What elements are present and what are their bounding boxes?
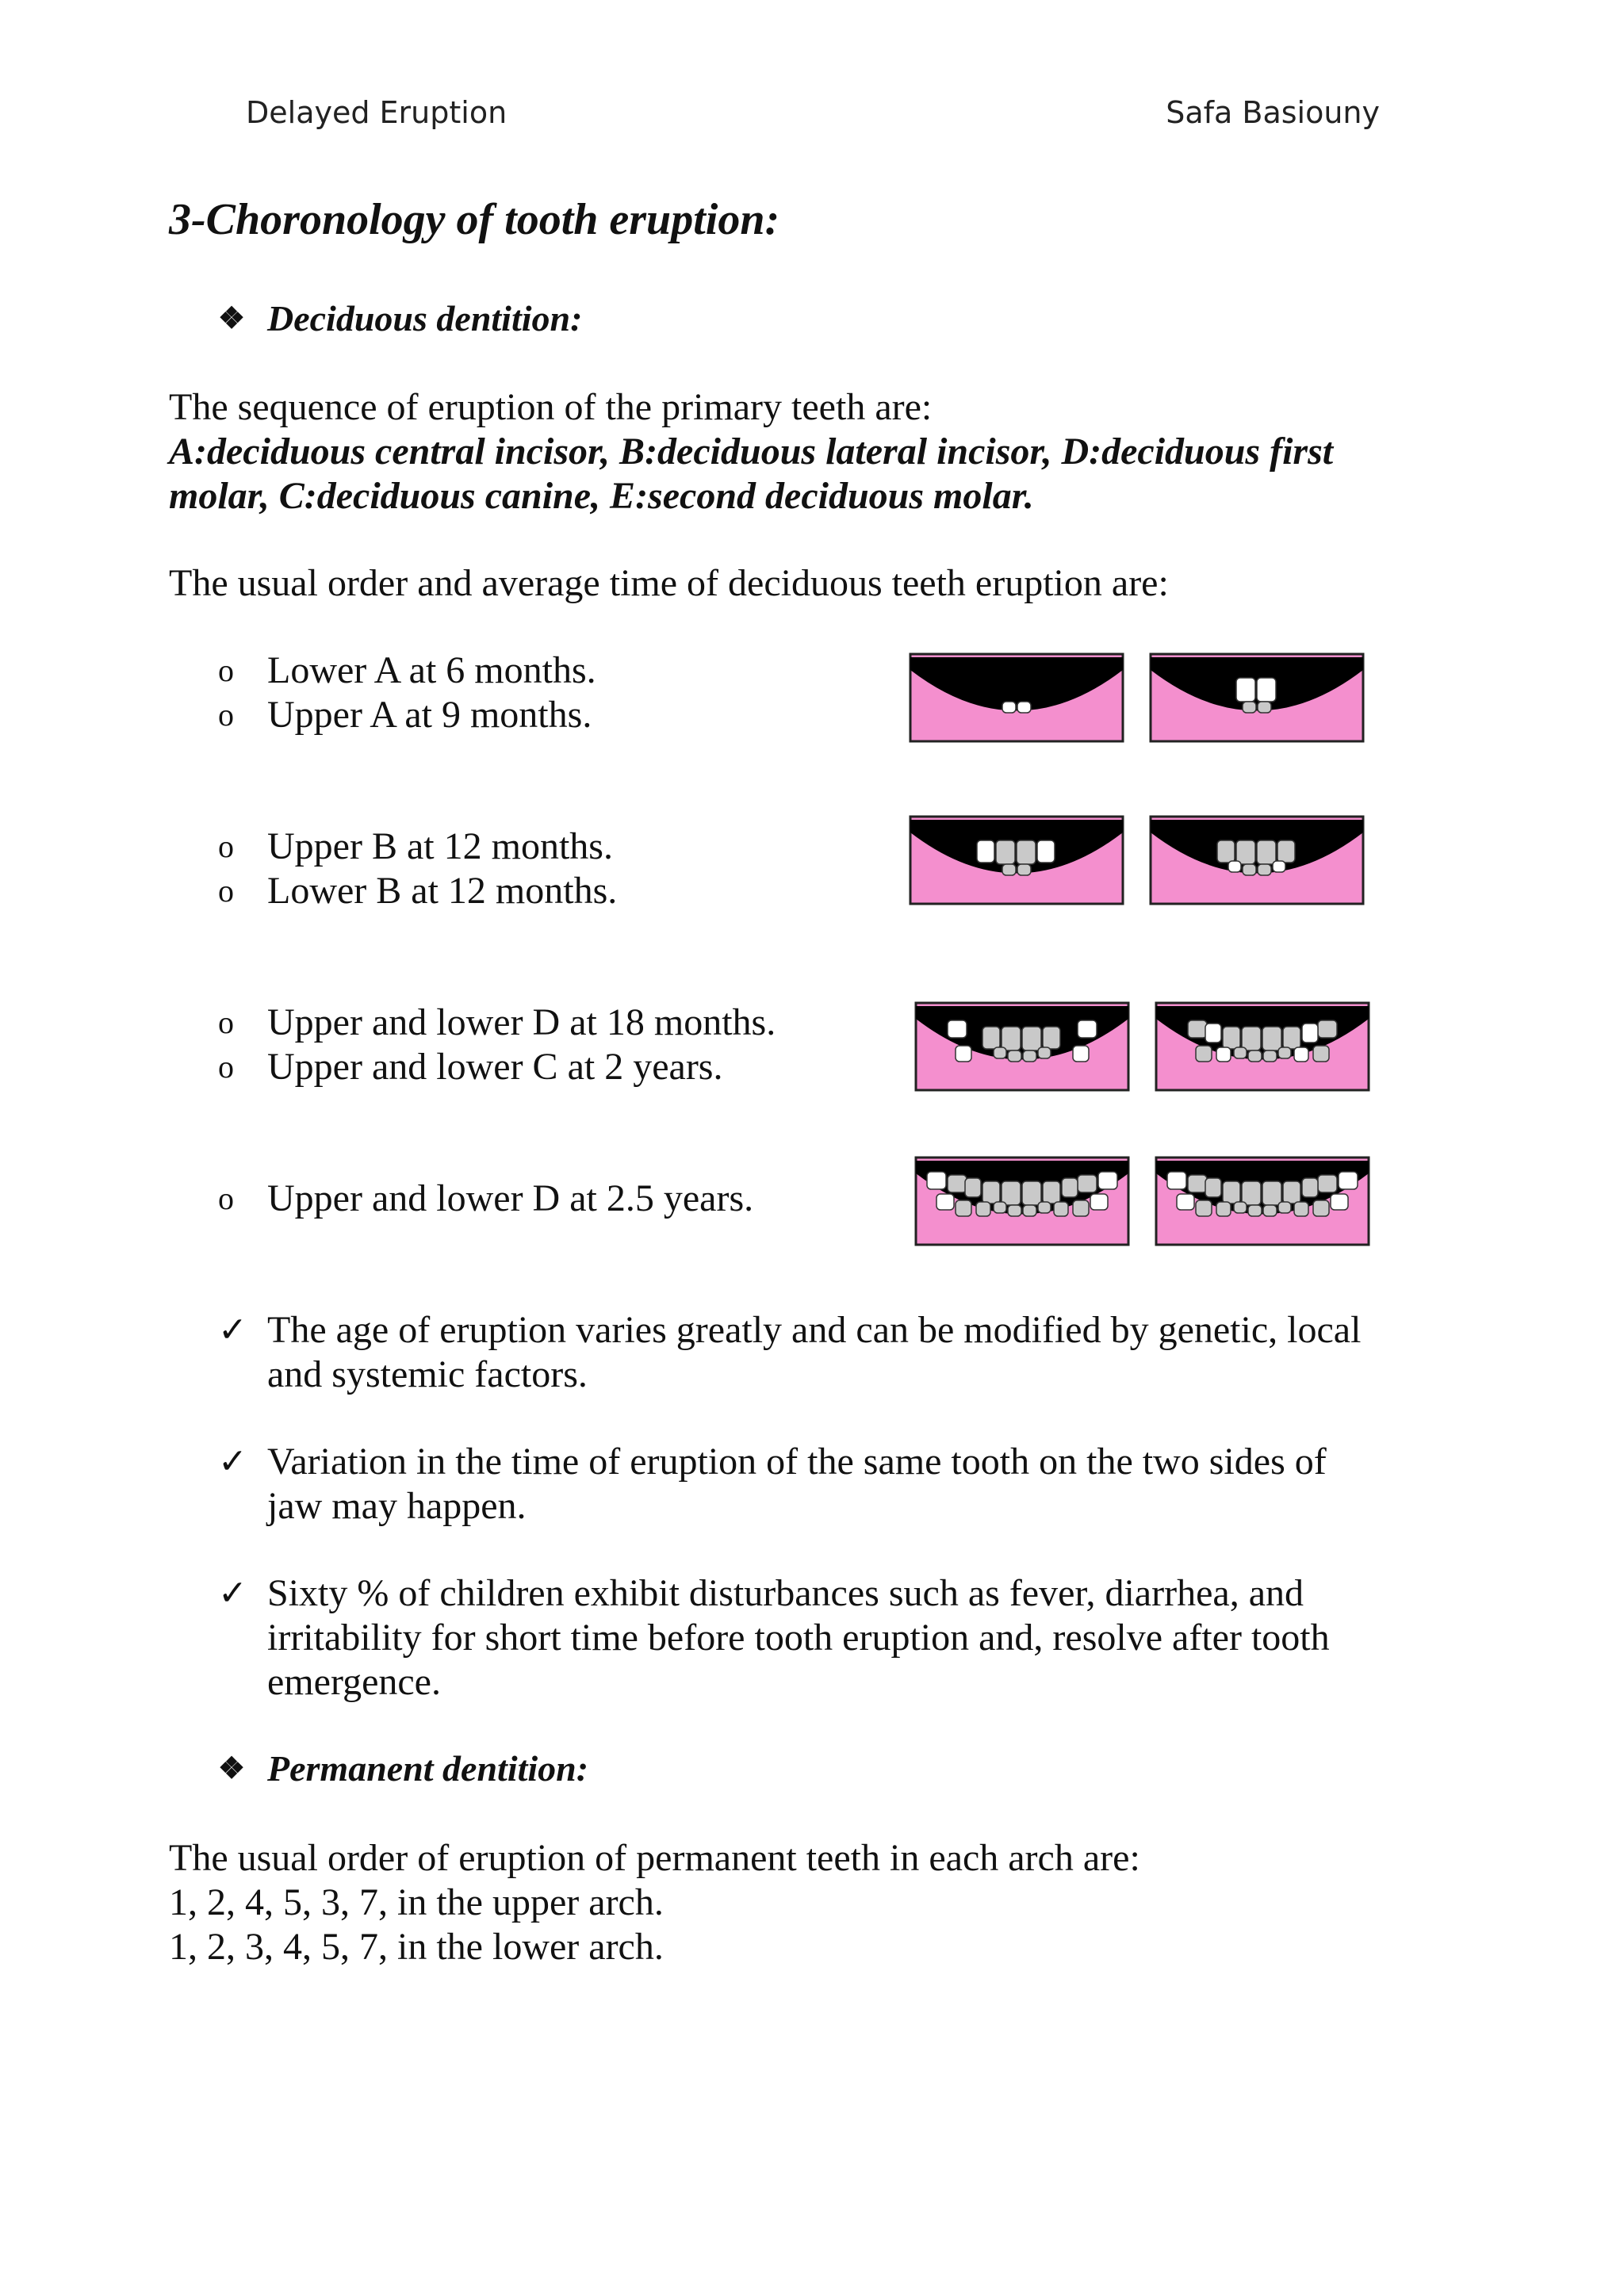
tooth-shape [1257,840,1276,864]
tooth-shape [1002,702,1016,713]
tooth-shape [1228,861,1241,872]
tooth-shape [1217,840,1235,863]
note-item [218,1308,1376,1397]
list-item [218,825,613,869]
tooth-shape [1273,861,1285,872]
tooth-shape [1234,1202,1247,1213]
tooth-shape [1234,1047,1247,1058]
note-line: emergence. [267,1661,441,1703]
tooth-shape [1002,1027,1021,1050]
tooth-shape [1188,1020,1207,1038]
tooth-shape [1313,1046,1329,1062]
tooth-shape [965,1178,981,1197]
circle-bullet-icon: o [218,1004,234,1040]
list-item [218,1177,753,1221]
stage-text: Upper and lower C at 2 years. [267,1046,723,1088]
tooth-shape [977,840,994,863]
tooth-shape [1302,1024,1318,1043]
tooth-shape [1294,1047,1308,1062]
tooth-shape [1023,1205,1036,1216]
tooth-shape [996,840,1015,864]
permanent-intro: The usual order of eruption of permanent teeth in each arch are: [169,1837,1140,1879]
check-icon: ✓ [218,1574,247,1613]
stage-text: Upper and lower D at 2.5 years. [267,1177,754,1219]
mouth-upper-a-icon [1149,652,1365,743]
tooth-shape [1277,840,1295,863]
mouth-upper-b-icon [909,815,1124,905]
list-item [218,649,596,693]
stage-text: Lower B at 12 months. [267,870,618,912]
tooth-shape [1262,1027,1281,1050]
tooth-shape [994,1202,1006,1213]
mouth-d25-a-icon [914,1156,1130,1246]
tooth-shape [1283,1181,1300,1203]
tooth-shape [1043,1181,1060,1203]
tooth-shape [1313,1200,1329,1216]
section-title: 3-Choronology of tooth eruption: [169,195,780,244]
tooth-shape [1243,702,1256,713]
tooth-shape [1017,840,1036,864]
mouth-lower-b-icon [1149,815,1365,905]
note-line: The age of eruption varies greatly and can be modified by genetic, local [267,1309,1362,1351]
tooth-shape [976,1202,990,1216]
list-item [218,1001,776,1045]
tooth-shape [1038,1202,1051,1213]
tooth-shape [1167,1172,1186,1189]
tooth-shape [1073,1046,1089,1062]
tooth-shape [1017,702,1031,713]
tooth-shape [1037,840,1055,863]
tooth-shape [1205,1024,1221,1043]
deciduous-heading [218,297,582,339]
list-item [218,869,617,913]
permanent-upper: 1, 2, 4, 5, 3, 7, in the upper arch. [169,1881,664,1923]
tooth-shape [1242,1027,1261,1050]
tooth-shape [1262,1181,1281,1205]
tooth-shape [948,1020,967,1038]
list-item [218,1045,722,1089]
deciduous-heading-text: Deciduous dentition: [267,298,583,339]
tooth-shape [1278,1047,1291,1058]
tooth-shape [1008,1050,1021,1062]
tooth-shape [1177,1194,1194,1210]
tooth-shape [1242,1181,1261,1205]
tooth-shape [1223,1027,1240,1049]
tooth-shape [1236,840,1255,864]
tooth-shape [1258,864,1271,875]
tooth-shape [1054,1202,1068,1216]
running-header-author: Safa Basiouny [1166,95,1380,130]
stage-text: Upper A at 9 months. [267,694,592,736]
tooth-shape [1236,678,1255,702]
note-line: jaw may happen. [267,1485,527,1527]
tooth-shape [1078,1020,1097,1038]
sequence-line-1: A:deciduous central incisor, B:deciduous lateral incisor, D:deciduous first [169,430,1334,473]
tooth-shape [1258,702,1271,713]
tooth-shape [956,1046,971,1062]
mouth-c2-icon [1155,1001,1370,1092]
tooth-shape [1008,1205,1021,1216]
tooth-shape [1023,1050,1036,1062]
tooth-shape [1073,1200,1089,1216]
permanent-heading [218,1747,588,1789]
tooth-shape [1302,1178,1318,1197]
tooth-shape [982,1181,1000,1203]
circle-bullet-icon: o [218,873,234,909]
stage-text: Upper B at 12 months. [267,825,613,867]
tooth-shape [1022,1027,1041,1050]
tooth-shape [927,1172,946,1189]
stage-text: Lower A at 6 months. [267,649,596,691]
circle-bullet-icon: o [218,1181,234,1216]
note-line: Variation in the time of eruption of the same tooth on the two sides of [267,1441,1327,1483]
tooth-shape [1263,1205,1277,1216]
tooth-shape [1022,1181,1041,1205]
tooth-shape [1216,1047,1231,1062]
tooth-shape [982,1027,1000,1049]
tooth-shape [1090,1194,1108,1210]
permanent-lower: 1, 2, 3, 4, 5, 7, in the lower arch. [169,1926,664,1968]
note-item [218,1440,1376,1529]
note-line: irritability for short time before tooth eruption and, resolve after tooth [267,1617,1330,1659]
tooth-shape [1331,1194,1348,1210]
note-item [218,1571,1376,1705]
stage-text: Upper and lower D at 18 months. [267,1001,776,1043]
tooth-shape [936,1194,954,1210]
sequence-intro: The sequence of eruption of the primary teeth are: [169,386,933,428]
note-line: Sixty % of children exhibit disturbances such as fever, diarrhea, and [267,1572,1304,1614]
tooth-shape [1339,1172,1358,1189]
running-header-title: Delayed Eruption [246,95,508,130]
tooth-shape [1196,1046,1212,1062]
tooth-shape [1196,1200,1212,1216]
tooth-shape [1248,1205,1262,1216]
tooth-shape [956,1200,971,1216]
circle-bullet-icon: o [218,1049,234,1085]
circle-bullet-icon: o [218,828,234,864]
mouth-d18-icon [914,1001,1130,1092]
mouth-lower-a-icon [909,652,1124,743]
permanent-heading-text: Permanent dentition: [267,1748,589,1789]
tooth-shape [948,1175,967,1192]
check-icon: ✓ [218,1442,247,1481]
tooth-shape [1205,1178,1221,1197]
tooth-shape [1038,1047,1051,1058]
tooth-shape [1002,864,1016,875]
tooth-shape [1043,1027,1060,1049]
tooth-shape [1017,864,1031,875]
tooth-shape [1078,1175,1097,1192]
tooth-shape [1318,1020,1337,1038]
note-line: and systemic factors. [267,1353,588,1395]
tooth-shape [1318,1175,1337,1192]
tooth-shape [1263,1050,1277,1062]
circle-bullet-icon: o [218,652,234,688]
tooth-shape [1062,1178,1078,1197]
tooth-shape [1248,1050,1262,1062]
list-item [218,693,592,737]
tooth-shape [1002,1181,1021,1205]
circle-bullet-icon: o [218,697,234,733]
tooth-shape [1188,1175,1207,1192]
tooth-shape [1243,864,1256,875]
mouth-d25-b-icon [1155,1156,1370,1246]
order-intro: The usual order and average time of deciduous teeth eruption are: [169,562,1169,604]
sequence-line-2: molar, C:deciduous canine, E:second deciduous molar. [169,475,1034,517]
tooth-shape [1216,1202,1231,1216]
tooth-shape [1278,1202,1291,1213]
tooth-shape [1294,1202,1308,1216]
tooth-shape [1257,678,1276,702]
tooth-shape [1283,1027,1300,1049]
tooth-shape [994,1047,1006,1058]
diamond-bullet-icon: ❖ [218,302,246,335]
check-icon: ✓ [218,1311,247,1349]
tooth-shape [1223,1181,1240,1203]
tooth-shape [1098,1172,1117,1189]
diamond-bullet-icon: ❖ [218,1752,246,1785]
